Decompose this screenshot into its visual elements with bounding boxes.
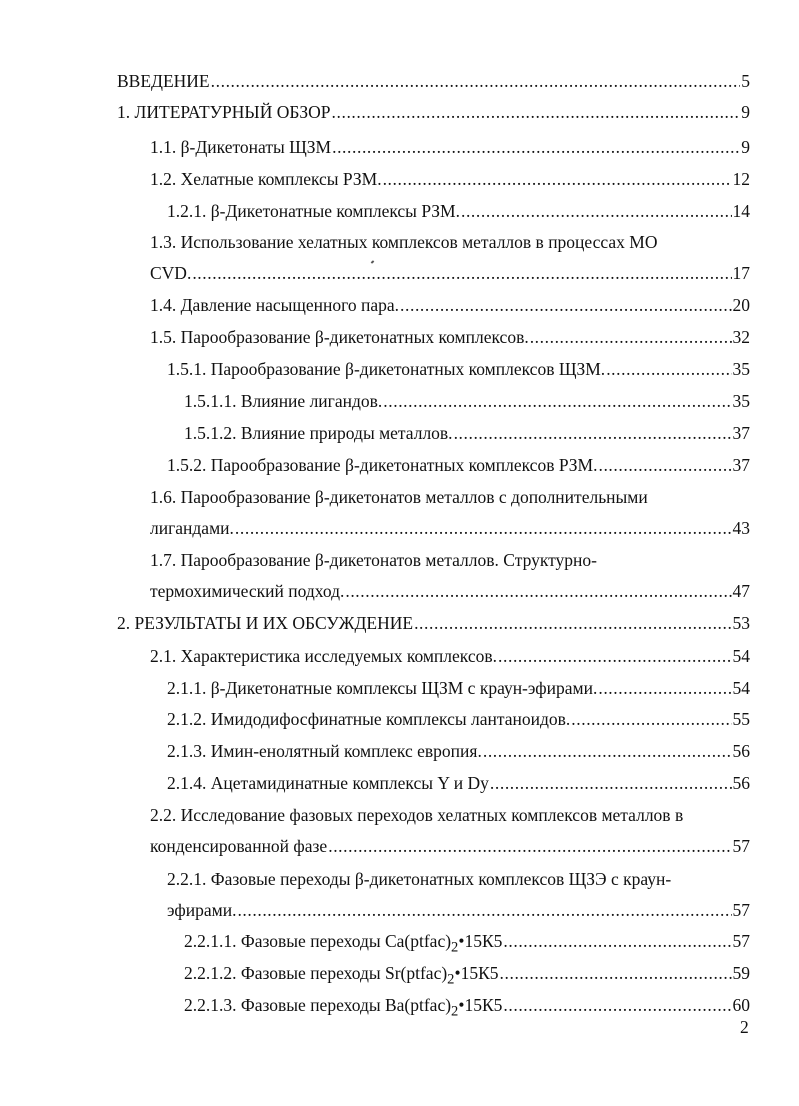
toc-entry-1-3-line1: 1.3. Использование хелатных комплексов металлов в процессах МО xyxy=(150,232,658,252)
toc-entry-page: 35 xyxy=(732,391,750,411)
toc-entry-2-1-4 xyxy=(0,768,799,798)
toc-entry-1-6 xyxy=(0,513,799,543)
toc-entry-page: 57 xyxy=(732,931,750,951)
toc-entry-2-1 xyxy=(0,641,799,671)
toc-leader xyxy=(332,97,741,127)
toc-entry-title: 2.2.1.2. Фазовые переходы $Sr(ptfac)_2•15К5$ xyxy=(184,963,499,988)
toc-entry-2-2-1-2 xyxy=(0,958,799,988)
toc-entry-page: 32 xyxy=(732,327,750,347)
toc-entry-title: 1.5.1.1. Влияние лигандов. xyxy=(184,391,383,411)
toc-entry-2-2-line1: 2.2. Исследование фазовых переходов хелатных комплексов металлов в xyxy=(150,805,684,825)
toc-entry-title: 1.1. β-Дикетонаты ЩЗМ xyxy=(150,137,332,157)
toc-entry-page: 12 xyxy=(732,169,750,189)
toc-entry-title: 1.2.1. β-Дикетонатные комплексы РЗМ. xyxy=(167,201,460,221)
toc-entry-page: 14 xyxy=(732,201,750,221)
toc-leader xyxy=(498,641,731,671)
toc-entry-2-2-1 xyxy=(0,895,799,925)
toc-entry-page: 53 xyxy=(732,613,750,633)
toc-leader xyxy=(500,958,732,988)
toc-entry-title: 2.2.1.3. Фазовые переходы $Ba(ptfac)_2•15К5$ xyxy=(184,995,503,1020)
toc-entry-title: эфирами. xyxy=(167,900,237,920)
toc-leader xyxy=(490,768,732,798)
toc-entry-title: 2.1.2. Имидодифосфинатные комплексы лантаноидов. xyxy=(167,709,571,729)
toc-leader xyxy=(598,450,731,480)
toc-entry-1-6-line1: 1.6. Парообразование β-дикетонатов металлов с дополнительными xyxy=(150,487,648,507)
toc-leader xyxy=(414,608,731,638)
toc-entry-1-5-1-2 xyxy=(0,418,799,448)
toc-entry-title: 2.1.3. Имин-енолятный комплекс европия. xyxy=(167,741,482,761)
toc-leader xyxy=(483,736,732,766)
toc-leader xyxy=(332,132,740,162)
toc-entry-1-4 xyxy=(0,290,799,320)
toc-entry-introduction xyxy=(0,66,799,96)
toc-entry-1-7 xyxy=(0,576,799,606)
toc-entry-page: 56 xyxy=(732,773,750,793)
toc-entry-title: конденсированной фазе xyxy=(150,836,328,856)
toc-leader xyxy=(503,926,731,956)
toc-entry-title: 1.2. Хелатные комплексы РЗМ. xyxy=(150,169,382,189)
toc-entry-title: 1.5.1.2. Влияние природы металлов. xyxy=(184,423,453,443)
toc-leader xyxy=(383,386,731,416)
toc-entry-page: 47 xyxy=(732,581,750,601)
toc-leader xyxy=(598,673,731,703)
toc-entry-title: 2.1.4. Ацетамидинатные комплексы Y и Dy xyxy=(167,773,489,793)
toc-entry-2-1-1 xyxy=(0,673,799,703)
toc-leader xyxy=(235,513,732,543)
toc-leader xyxy=(211,66,741,96)
toc-entry-title: 1.5.2. Парообразование β-дикетонатных комплексов РЗМ. xyxy=(167,455,598,475)
toc-leader xyxy=(237,895,731,925)
toc-entry-page: 54 xyxy=(732,646,750,666)
toc-leader xyxy=(345,576,731,606)
toc-entry-title: 2.2.1.1. Фазовые переходы $Ca(ptfac)_2•15К5$ xyxy=(184,931,503,956)
toc-entry-page: 35 xyxy=(732,359,750,379)
toc-entry-page: 59 xyxy=(732,963,750,983)
toc-entry-title: ВВЕДЕНИЕ xyxy=(117,71,210,91)
toc-entry-1-1 xyxy=(0,132,799,162)
toc-leader xyxy=(503,990,731,1020)
toc-entry-2-2 xyxy=(0,831,799,861)
toc-entry-page: 20 xyxy=(732,295,750,315)
toc-entry-2-1-3 xyxy=(0,736,799,766)
toc-entry-title: CVD. xyxy=(150,263,192,283)
toc-entry-1-5-1-1 xyxy=(0,386,799,416)
toc-leader xyxy=(571,704,731,734)
toc-leader xyxy=(400,290,731,320)
toc-entry-title: термохимический подход. xyxy=(150,581,345,601)
toc-entry-page: 60 xyxy=(732,995,750,1015)
toc-entry-page: 9 xyxy=(741,102,750,122)
toc-entry-title: 2.1.1. β-Дикетонатные комплексы ЩЗМ с краун-эфирами. xyxy=(167,678,598,698)
toc-entry-title: 1. ЛИТЕРАТУРНЫЙ ОБЗОР xyxy=(117,102,331,122)
toc-entry-title: лигандами. xyxy=(150,518,234,538)
toc-entry-page: 37 xyxy=(732,455,750,475)
toc-entry-2-2-1-line1: 2.2.1. Фазовые переходы β-дикетонатных комплексов ЩЗЭ с краун- xyxy=(167,869,672,889)
toc-leader xyxy=(461,196,732,226)
toc-entry-2-1-2 xyxy=(0,704,799,734)
toc-entry-page: 57 xyxy=(732,836,750,856)
toc-entry-page: 37 xyxy=(732,423,750,443)
toc-entry-page: 56 xyxy=(732,741,750,761)
toc-entry-2 xyxy=(0,608,799,638)
toc-entry-1-5 xyxy=(0,322,799,352)
toc-entry-title: 2. РЕЗУЛЬТАТЫ И ИХ ОБСУЖДЕНИЕ xyxy=(117,613,414,633)
toc-entry-page: 17 xyxy=(732,263,750,283)
toc-entry-2-2-1-3 xyxy=(0,990,799,1020)
toc-entry-page: 43 xyxy=(732,518,750,538)
toc-entry-1-2-1 xyxy=(0,196,799,226)
page-number: 2 xyxy=(740,1017,749,1037)
toc-entry-page: 5 xyxy=(741,71,750,91)
toc-entry-page: 57 xyxy=(732,900,750,920)
toc-leader xyxy=(192,258,731,288)
toc-entry-1 xyxy=(0,97,799,127)
toc-entry-1-5-2 xyxy=(0,450,799,480)
toc-entry-2-2-1-1 xyxy=(0,926,799,956)
toc-entry-1-5-1 xyxy=(0,354,799,384)
toc-leader xyxy=(328,831,731,861)
toc-entry-page: 54 xyxy=(732,678,750,698)
toc-entry-title: 2.1. Характеристика исследуемых комплексов. xyxy=(150,646,498,666)
toc-entry-1-3 xyxy=(0,258,799,288)
toc-entry-title: 1.5.1. Парообразование β-дикетонатных комплексов ЩЗМ. xyxy=(167,359,606,379)
toc-entry-title: 1.5. Парообразование β-дикетонатных комплексов. xyxy=(150,327,529,347)
toc-entry-1-7-line1: 1.7. Парообразование β-дикетонатов металлов. Структурно- xyxy=(150,550,597,570)
toc-entry-page: 55 xyxy=(732,709,750,729)
toc-entry-title: 1.4. Давление насыщенного пара. xyxy=(150,295,400,315)
toc-leader xyxy=(606,354,731,384)
toc-leader xyxy=(383,164,732,194)
toc-leader xyxy=(530,322,732,352)
toc-entry-page: 9 xyxy=(741,137,750,157)
toc-leader xyxy=(454,418,732,448)
toc-entry-1-2 xyxy=(0,164,799,194)
